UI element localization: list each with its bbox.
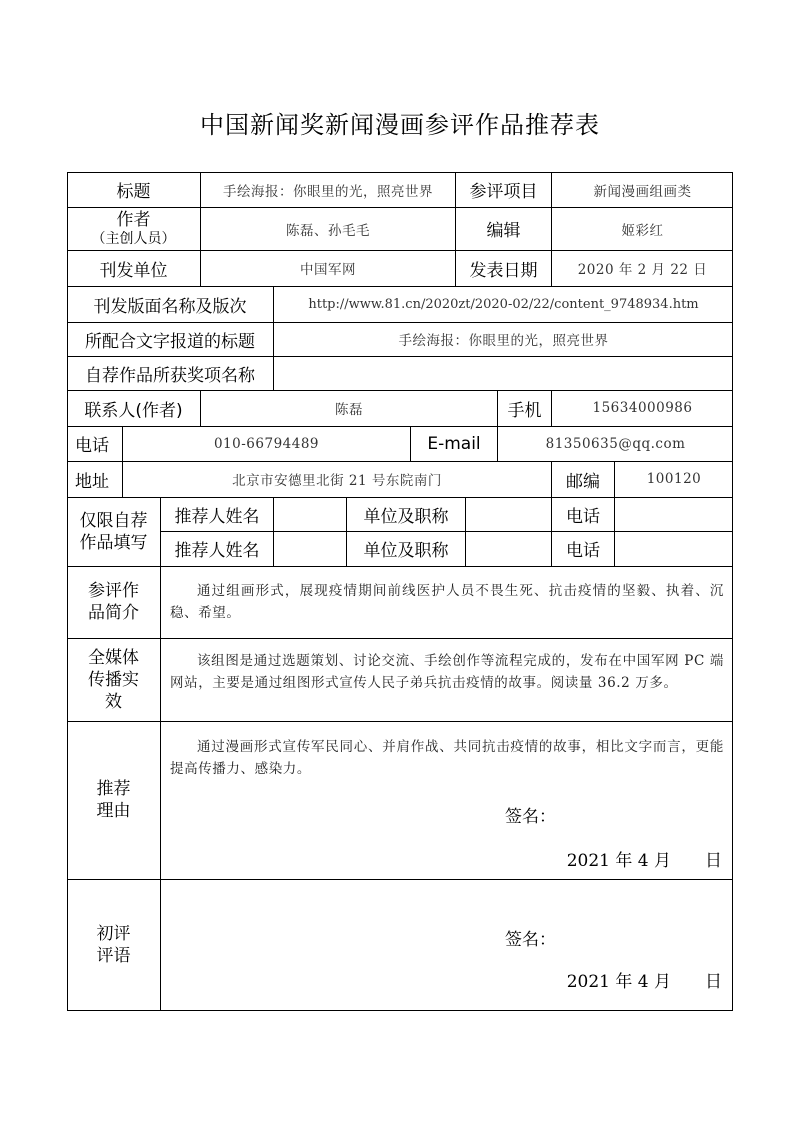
- review-label-cell: [67, 879, 160, 1011]
- report-title-label: 所配合文字报道的标题: [85, 331, 255, 352]
- review-label-line2: 评语: [96, 946, 131, 966]
- awards-value: [274, 356, 733, 390]
- title-value: 手绘海报：你眼里的光，照亮世界: [223, 183, 433, 200]
- recommender-name-label-2: 推荐人姓名: [174, 541, 260, 561]
- page-name-value: http://www.81.cn/2020zt/2020-02/22/content_9748934.htm: [308, 296, 699, 312]
- postcode-label: 邮编: [566, 471, 600, 492]
- report-title-value: 手绘海报：你眼里的光，照亮世界: [398, 333, 609, 349]
- editor-value: 姬彩红: [621, 222, 664, 239]
- category-label: 参评项目: [469, 182, 538, 202]
- contact-value: 陈磊: [335, 402, 363, 418]
- phone-value: 010-66794489: [213, 435, 320, 452]
- rec-phone-value-2: [615, 531, 733, 566]
- rec-phone-value-1: [615, 497, 733, 531]
- intro-label-cell: [67, 566, 160, 638]
- email-value: 81350635@qq.com: [545, 435, 686, 452]
- intro-label-line2: 品简介: [88, 603, 139, 623]
- publisher-label: 刊发单位: [99, 260, 168, 281]
- address-label: 地址: [75, 471, 109, 492]
- mobile-label: 手机: [507, 400, 542, 421]
- publisher-value: 中国军网: [300, 262, 356, 278]
- media-label-line1: 全媒体: [88, 647, 139, 668]
- postcode-value: 100120: [646, 471, 702, 487]
- recommender-name-value-1: [274, 497, 346, 531]
- review-sign-label: 签名：: [505, 930, 556, 950]
- intro-label-line1: 参评作: [88, 581, 139, 601]
- reason-sign-date: 2021 年 4 月 日: [566, 851, 722, 871]
- recommender-name-label-1: 推荐人姓名: [174, 506, 260, 527]
- rec-phone-label-1: 电话: [566, 506, 600, 527]
- author-value: 陈磊、孙毛毛: [286, 222, 370, 239]
- unit-title-label-1: 单位及职称: [363, 506, 449, 527]
- reason-sign-label: 签名：: [505, 807, 556, 827]
- contact-label: 联系人(作者): [84, 400, 183, 421]
- self-only-label-line2: 作品填写: [79, 532, 148, 553]
- editor-label: 编辑: [486, 221, 521, 241]
- date-value: 2020 年 2 月 22 日: [577, 262, 708, 278]
- author-label: 作者: [116, 209, 151, 230]
- date-label: 发表日期: [469, 260, 538, 281]
- reason-label-line2: 理由: [96, 801, 131, 821]
- author-sub-label: （主创人员）: [91, 230, 176, 247]
- intro-text: 通过组画形式，展现疫情期间前线医护人员不畏生死、抗击疫情的坚毅、执着、沉稳、希望。: [170, 583, 724, 621]
- media-label-cell: [67, 638, 160, 721]
- title-label: 标题: [116, 182, 151, 202]
- review-label-line1: 初评: [96, 924, 131, 944]
- reason-label-line1: 推荐: [96, 779, 131, 799]
- media-text: 该组图是通过选题策划、讨论交流、手绘创作等流程完成的，发布在中国军网 PC 端网站，主要是通过组图形式宣传人民子弟兵抗击疫情的故事。阅读量 36.2 万多。: [170, 653, 724, 691]
- rec-phone-label-2: 电话: [566, 541, 600, 561]
- page-name-label: 刊发版面名称及版次: [93, 296, 247, 317]
- phone-label: 电话: [75, 436, 109, 456]
- awards-label: 自荐作品所获奖项名称: [85, 365, 255, 386]
- email-label: E-mail: [427, 433, 481, 454]
- review-sign-date: 2021 年 4 月 日: [566, 972, 722, 992]
- self-only-label-line1: 仅限自荐: [79, 510, 148, 531]
- media-label-line2: 传播实: [88, 669, 139, 690]
- address-value: 北京市安德里北街 21 号东院南门: [232, 473, 442, 489]
- self-only-label-cell: [67, 497, 160, 566]
- recommender-name-value-2: [274, 531, 346, 566]
- unit-title-value-1: [466, 497, 551, 531]
- category-value: 新闻漫画组画类: [593, 183, 692, 200]
- page-title: 中国新闻奖新闻漫画参评作品推荐表: [200, 111, 600, 139]
- reason-label-cell: [67, 721, 160, 879]
- reason-text: 通过漫画形式宣传军民同心、并肩作战、共同抗击疫情的故事，相比文字而言，更能提高传播力、感染力。: [170, 739, 724, 777]
- unit-title-label-2: 单位及职称: [363, 541, 449, 561]
- author-label-cell: [67, 207, 200, 250]
- mobile-value: 15634000986: [592, 400, 693, 416]
- unit-title-value-2: [466, 531, 551, 566]
- media-label-line3: 效: [105, 691, 122, 712]
